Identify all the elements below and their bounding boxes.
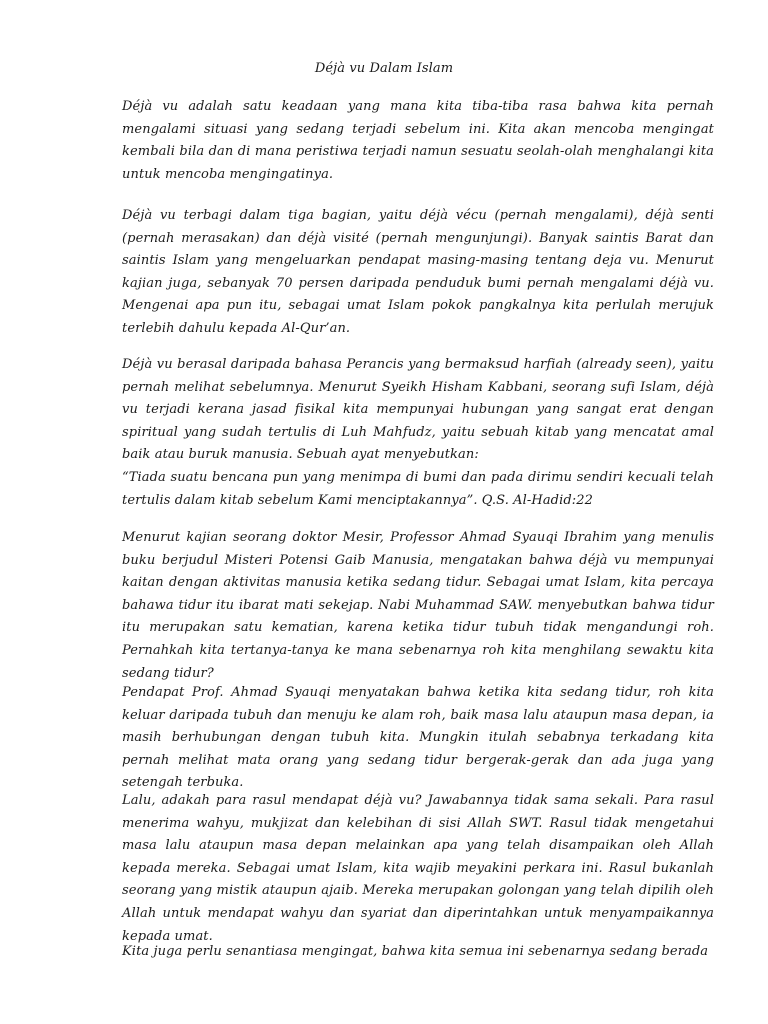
paragraph-6 xyxy=(122,790,714,948)
paragraph-2 xyxy=(122,205,714,341)
paragraph-7-content: Kita juga perlu senantiasa mengingat, bahwa kita semua ini sebenarnya sedang berada xyxy=(122,944,709,959)
paragraph-4-content: Menurut kajian seorang doktor Mesir, Professor Ahmad Syauqi Ibrahim yang menulis buku berjudul Misteri Potensi Gaib Manusia, mengatakan bahwa déjà vu mempunyai kaitan dengan aktivitas manusia ketika sedang tidur. Sebagai umat Islam, kita percaya bahawa tidur itu ibarat mati sekejap. Nabi Muhammad SAW. menyebutkan bahwa tidur itu merupakan satu kematian, karena ketika tidur tubuh tidak mengandungi roh. Pernahkah kita tertanya-tanya ke mana sebenarnya roh kita menghilang sewaktu kita sedang tidur? xyxy=(122,530,714,681)
paragraph-5-text xyxy=(122,682,714,795)
paragraph-7-text xyxy=(122,941,714,964)
paragraph-5-content: Pendapat Prof. Ahmad Syauqi menyatakan bahwa ketika kita sedang tidur, roh kita keluar daripada tubuh dan menuju ke alam roh, baik masa lalu ataupun masa depan, ia masih berhubungan dengan tubuh kita. Mungkin itulah sebabnya terkadang kita pernah melihat mata orang yang sedang tidur bergerak-gerak dan ada juga yang setengah terbuka. xyxy=(122,685,714,791)
paragraph-5 xyxy=(122,682,714,795)
paragraph-1-content: Déjà vu adalah satu keadaan yang mana kita tiba-tiba rasa bahwa kita pernah mengalami situasi yang sedang terjadi sebelum ini. Kita akan mencoba mengingat kembali bila dan di mana peristiwa terjadi namun sesuatu seolah-olah menghalangi kita untuk mencoba mengingatinya. xyxy=(122,99,714,182)
paragraph-2-content: Déjà vu terbagi dalam tiga bagian, yaitu déjà vécu (pernah mengalami), déjà senti (pernah merasakan) dan déjà visité (pernah mengunjungi). Banyak saintis Barat dan saintis Islam yang mengeluarkan pendapat masing-masing tentang deja vu. Menurut kajian juga, sebanyak 70 persen daripada penduduk bumi pernah mengalami déjà vu. Mengenai apa pun itu, sebagai umat Islam pokok pangkalnya kita perlulah merujuk terlebih dahulu kepada Al-Qur’an. xyxy=(122,208,714,336)
paragraph-1-text xyxy=(122,96,714,186)
quote-content: “Tiada suatu bencana pun yang menimpa di bumi dan pada dirimu sendiri kecuali telah tertulis dalam kitab sebelum Kami menciptakannya”. Q.S. Al-Hadid:22 xyxy=(122,469,714,508)
document-title: Déjà vu Dalam Islam xyxy=(314,61,454,76)
paragraph-7 xyxy=(122,941,714,964)
paragraph-4-text xyxy=(122,527,714,685)
paragraph-3-content: Déjà vu berasal daripada bahasa Perancis yang bermaksud harfiah (already seen), yaitu pernah melihat sebelumnya. Menurut Syeikh Hisham Kabbani, seorang sufi Islam, déjà vu terjadi kerana jasad fisikal kita mempunyai hubungan yang sangat erat dengan spiritual yang sudah tertulis di Luh Mahfudz, yaitu sebuah kitab yang mencatat amal baik atau buruk manusia. Sebuah ayat menyebutkan: xyxy=(122,357,714,463)
paragraph-6-text xyxy=(122,790,714,948)
paragraph-3 xyxy=(122,354,714,512)
paragraph-3-text xyxy=(122,354,714,467)
quote-text xyxy=(122,467,714,512)
paragraph-6-content: Lalu, adakah para rasul mendapat déjà vu? Jawabannya tidak sama sekali. Para rasul menerima wahyu, mukjizat dan kelebihan di sisi Allah SWT. Rasul tidak mengetahui masa lalu ataupun masa depan melainkan apa yang telah disampaikan oleh Allah kepada mereka. Sebagai umat Islam, kita wajib meyakini perkara ini. Rasul bukanlah seorang yang mistik ataupun ajaib. Mereka merupakan golongan yang telah dipilih oleh Allah untuk mendapat wahyu dan syariat dan diperintahkan untuk menyampaikannya kepada umat. xyxy=(122,793,714,944)
paragraph-2-text xyxy=(122,205,714,341)
paragraph-4 xyxy=(122,527,714,685)
paragraph-1 xyxy=(122,96,714,186)
